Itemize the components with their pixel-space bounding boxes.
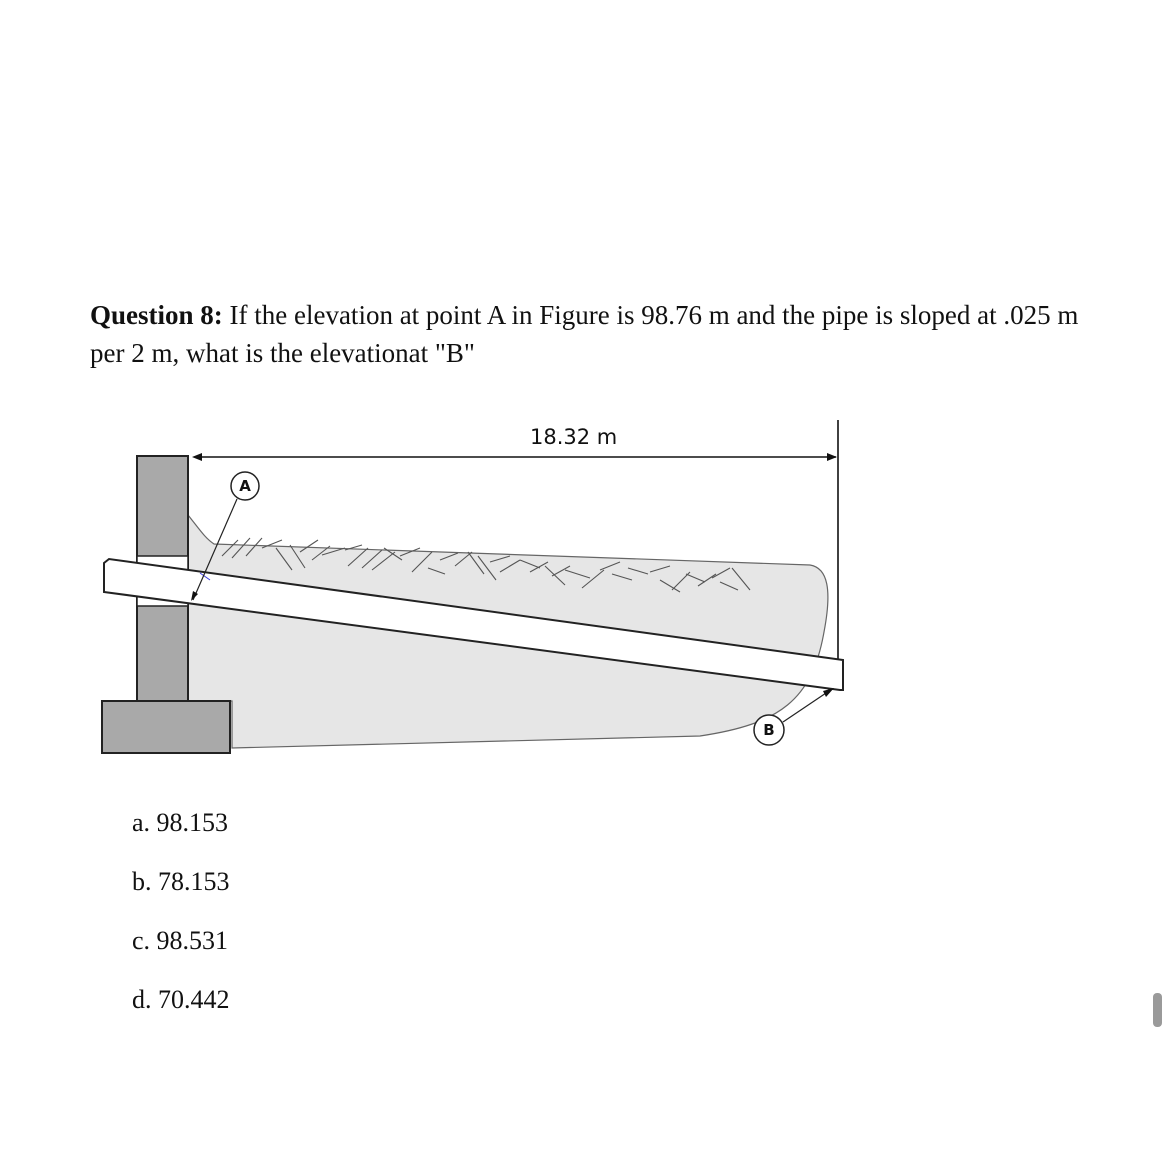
option-letter: b. (132, 867, 152, 896)
option-value: 70.442 (158, 985, 230, 1014)
question-number: Question 8: (90, 300, 223, 330)
option-value: 78.153 (158, 867, 230, 896)
option-value: 98.531 (156, 926, 229, 955)
option-letter: c. (132, 926, 151, 955)
dimension-label: 18.32 m (530, 425, 618, 449)
option-letter: a. (132, 808, 151, 837)
option-d[interactable] (132, 980, 230, 1039)
option-b[interactable] (132, 862, 230, 921)
point-a-label: A (239, 477, 251, 495)
point-b-label: B (763, 721, 775, 739)
question-body: If the elevation at point A in Figure is 98.76 m and the pipe is sloped at .025 m per 2 m, what is the elevationat "B" (90, 300, 1079, 368)
option-a[interactable] (132, 803, 230, 862)
footing (102, 701, 230, 753)
option-value: 98.153 (156, 808, 229, 837)
option-c[interactable] (132, 921, 230, 980)
answer-options (132, 803, 230, 1039)
option-letter: d. (132, 985, 152, 1014)
scrollbar-thumb[interactable] (1153, 993, 1162, 1027)
